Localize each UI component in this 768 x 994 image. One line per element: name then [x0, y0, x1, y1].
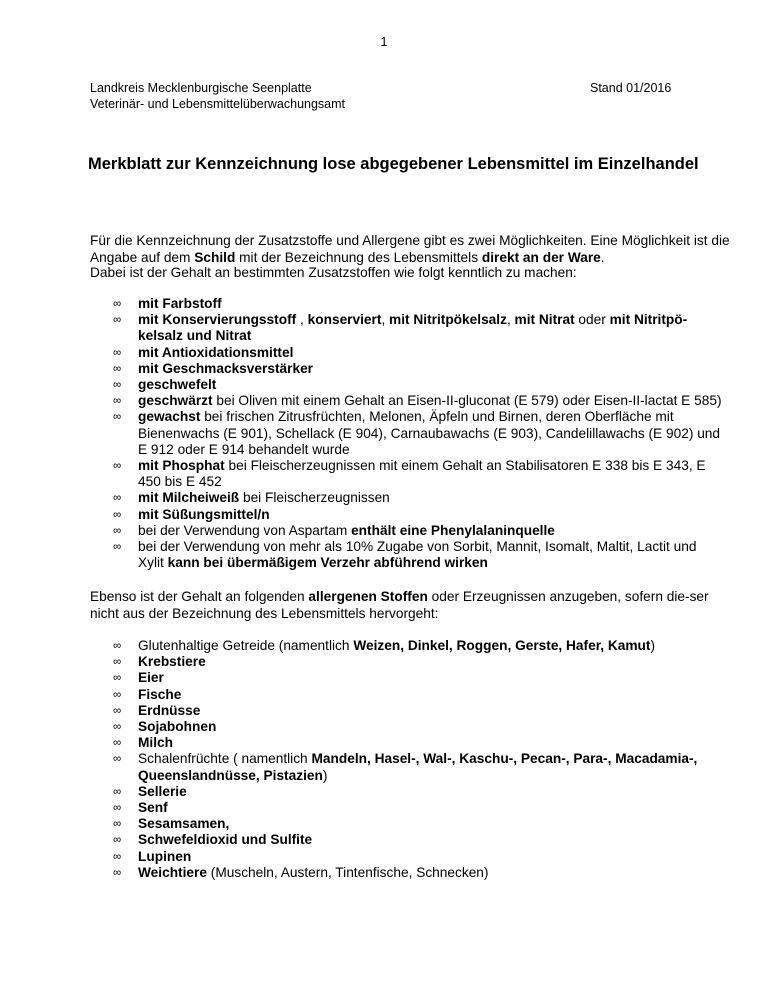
text-run: ,: [296, 312, 308, 328]
bullet-icon: ∞: [113, 411, 122, 424]
bold-text: mit Nitritpökelsalz: [389, 312, 507, 328]
additive-item: [113, 490, 723, 506]
bold-text: Krebstiere: [138, 654, 206, 670]
bullet-icon: ∞: [113, 314, 122, 327]
bold-text: Lupinen: [138, 848, 192, 864]
bold-text: gewachst: [138, 409, 201, 425]
text-run: (Muscheln, Austern, Tintenfische, Schnecken): [206, 864, 489, 880]
bullet-icon: ∞: [113, 737, 122, 750]
bold-text: mit Milcheiweiß: [138, 490, 240, 506]
bullet-icon: ∞: [113, 524, 122, 537]
additive-item: [113, 393, 723, 409]
allergen-item: [113, 719, 723, 735]
bullet-icon: ∞: [113, 850, 122, 863]
additive-item: [113, 539, 723, 571]
bold-text: Schild: [194, 249, 236, 265]
additive-item: [113, 458, 723, 490]
bold-text: Milch: [138, 735, 173, 751]
allergen-item: [113, 687, 723, 703]
bold-text: direkt an der Ware: [481, 249, 601, 265]
text-run: bei der Verwendung von mehr als 10% Zugabe von Sorbit, Mannit, Isomalt, Maltit, Lactit und Xylit: [138, 539, 697, 571]
bullet-icon: ∞: [113, 379, 122, 392]
bullet-icon: ∞: [113, 460, 122, 473]
bold-text: Weichtiere: [138, 864, 207, 880]
bullet-icon: ∞: [113, 721, 122, 734]
text-run: ): [322, 767, 328, 783]
bold-text: Weizen, Dinkel, Roggen, Gerste, Hafer, Kamut: [353, 638, 651, 653]
bullet-icon: ∞: [113, 346, 122, 359]
document-date: Stand 01/2016: [590, 81, 672, 95]
bold-text: mit Nitritpö-kelsalz und Nitrat: [138, 312, 688, 344]
bullet-icon: ∞: [113, 753, 122, 766]
bullet-icon: ∞: [113, 866, 122, 879]
bold-text: mit Süßungsmittel/n: [138, 506, 270, 522]
bullet-icon: ∞: [113, 362, 122, 375]
bullet-icon: ∞: [113, 656, 122, 669]
bold-text: enthält eine Phenylalaninquelle: [351, 522, 555, 538]
allergen-item: [113, 816, 723, 832]
additive-item: [113, 312, 723, 344]
bullet-icon: ∞: [113, 688, 122, 701]
bold-text: Fische: [138, 686, 182, 702]
bold-text: Schwefeldioxid und Sulfite: [138, 832, 313, 848]
bullet-icon: ∞: [113, 508, 122, 521]
additives-intro-paragraph: Dabei ist der Gehalt an bestimmten Zusatzstoffen wie folgt kenntlich zu machen:: [90, 265, 577, 280]
text-run: .: [600, 249, 605, 265]
allergen-item: [113, 703, 723, 719]
additive-item: [113, 345, 723, 361]
bold-text: allergenen Stoffen: [308, 589, 428, 604]
additive-item: [113, 377, 723, 393]
allergen-item: [113, 800, 723, 816]
allergen-item: [113, 735, 723, 751]
text-run: bei Fleischerzeugnissen: [239, 490, 390, 506]
bold-text: Sellerie: [138, 783, 187, 799]
text-run: Für die Kennzeichnung der Zusatzstoffe und Allergene gibt es zwei Möglichkeiten. Eine Möglichkeit ist die Angabe auf dem: [90, 233, 730, 265]
bullet-icon: ∞: [113, 704, 122, 717]
text-run: bei der Verwendung von Aspartam: [138, 522, 352, 538]
bold-text: geschwärzt: [138, 393, 213, 409]
text-run: oder: [574, 312, 610, 328]
bullet-icon: ∞: [113, 298, 122, 310]
text-run: bei Oliven mit einem Gehalt an Eisen-II-gluconat (E 579) oder Eisen-II-lactat E 585): [212, 393, 722, 409]
bold-text: mit Phosphat: [138, 458, 225, 474]
allergens-list: [113, 638, 723, 881]
text-run: bei frischen Zitrusfrüchten, Melonen, Äpfeln und Birnen, deren Oberfläche mit Bienenwachs (E 901), Schellack (E 904), Carnaubawachs (E 903), Candelillawachs (E 902) und E 912 oder E 914 behandelt wurde: [138, 409, 721, 457]
bold-text: Eier: [138, 670, 164, 686]
bullet-icon: ∞: [113, 818, 122, 831]
bold-text: Erdnüsse: [138, 702, 201, 718]
bullet-icon: ∞: [113, 802, 122, 815]
additive-item: [113, 507, 723, 523]
bold-text: mit Farbstoff: [138, 296, 222, 311]
allergen-item: [113, 654, 723, 670]
text-run: Schalenfrüchte ( namentlich: [138, 751, 312, 767]
bold-text: mit Geschmacksverstärker: [138, 360, 314, 376]
intro-paragraph: [90, 233, 730, 266]
allergen-item: [113, 638, 723, 654]
document-title: Merkblatt zur Kennzeichnung lose abgegebener Lebensmittel im Einzelhandel: [88, 155, 699, 173]
additive-item: [113, 296, 723, 312]
bold-text: Sesamsamen,: [138, 816, 230, 832]
bullet-icon: ∞: [113, 785, 122, 798]
allergen-item: [113, 832, 723, 848]
allergens-intro-paragraph: [90, 589, 730, 622]
bullet-icon: ∞: [113, 541, 122, 554]
page-number: 1: [380, 34, 388, 49]
additive-item: [113, 523, 723, 539]
bold-text: Mandeln, Hasel-, Wal-, Kaschu-, Pecan-, Para-, Macadamia-, Queenslandnüsse, Pistazien: [138, 751, 698, 783]
department-name: Veterinär- und Lebensmittelüberwachungsamt: [90, 97, 346, 111]
bold-text: mit Konservierungsstoff: [138, 312, 297, 328]
text-run: Glutenhaltige Getreide (namentlich: [138, 638, 354, 653]
text-run: Ebenso ist der Gehalt an folgenden: [90, 589, 309, 604]
text-run: bei Fleischerzeugnissen mit einem Gehalt an Stabilisatoren E 338 bis E 343, E 450 bis E 452: [138, 458, 706, 490]
allergen-item: [113, 849, 723, 865]
organization-name: Landkreis Mecklenburgische Seenplatte: [90, 81, 312, 95]
bullet-icon: ∞: [113, 492, 122, 505]
bullet-icon: ∞: [113, 640, 122, 652]
bold-text: geschwefelt: [138, 377, 217, 393]
bullet-icon: ∞: [113, 672, 122, 685]
bold-text: mit Antioxidationsmittel: [138, 344, 294, 360]
additive-item: [113, 361, 723, 377]
bold-text: mit Nitrat: [514, 312, 575, 328]
allergen-item: [113, 865, 723, 881]
allergen-item: [113, 670, 723, 686]
bullet-icon: ∞: [113, 834, 122, 847]
bold-text: Sojabohnen: [138, 719, 217, 735]
text-run: ,: [506, 312, 515, 328]
text-run: oder Erzeugnissen anzugeben, sofern die-ser nicht aus der Bezeichnung des Lebensmittels hervorgeht:: [90, 589, 709, 621]
additives-list: [113, 296, 723, 571]
bold-text: Senf: [138, 800, 168, 816]
bold-text: konserviert: [307, 312, 382, 328]
allergen-item: [113, 751, 723, 783]
additive-item: [113, 409, 723, 458]
text-run: ): [650, 638, 656, 653]
allergen-item: [113, 784, 723, 800]
bold-text: kann bei übermäßigem Verzehr abführend wirken: [167, 555, 488, 571]
text-run: mit der Bezeichnung des Lebensmittels: [235, 249, 482, 265]
text-run: ,: [381, 312, 390, 328]
bullet-icon: ∞: [113, 395, 122, 408]
